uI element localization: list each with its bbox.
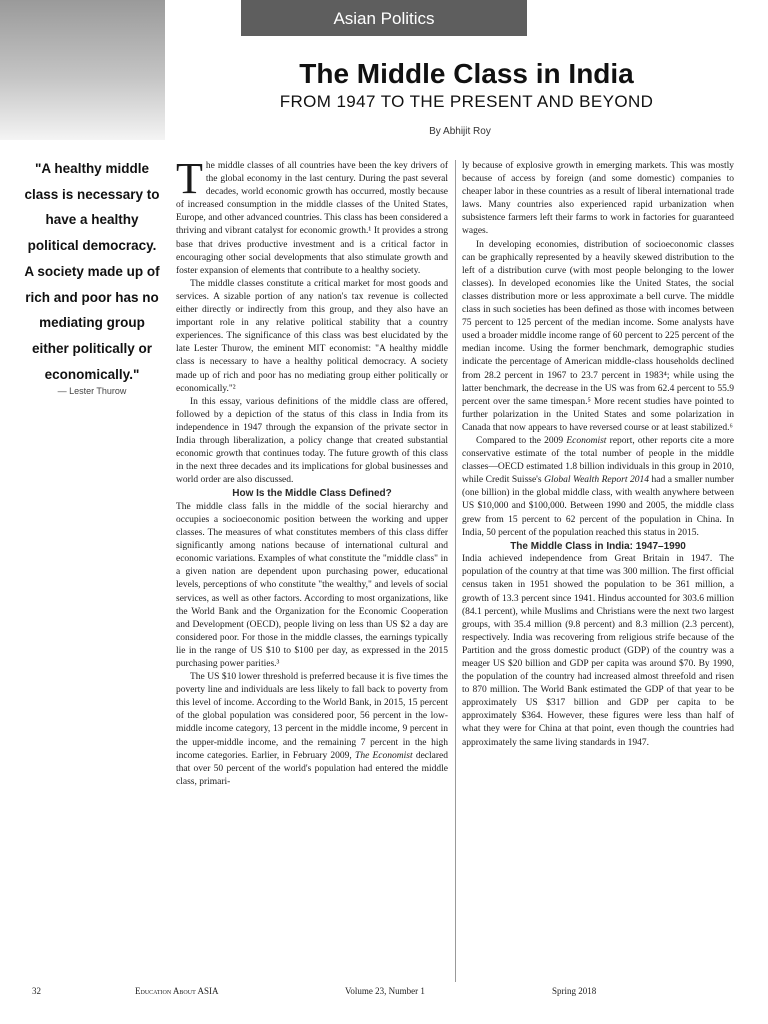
gray-gutter-band xyxy=(0,0,165,140)
paragraph xyxy=(176,671,448,789)
article-title: The Middle Class in India xyxy=(299,58,634,89)
paragraph: India achieved independence from Great Britain in 1947. The population of the country at that time was 300 million. The first official census taken in 1951 showed the population to be 361 million, a growth of 13.3 percent since 1941. Hindus accounted for 303.6 million (84.1 percent), while Muslims and Christians were the next two largest groups, with 35.4 million (9.8 percent) and 8.3 million (2.3 percent), respectively. India was recovering from religious strife because of the Partition and the gross domestic product (GDP) of the country was a meager US $20 billion and GDP per capita was around $70. By 1990, the population of the country had increased almost threefold and risen to 870 million. The World Bank estimated the GDP of that year to be approximately US $317 billion and GDP per capita to be approximately $364. However, these figures were less than half of what they were for China at that point, even though the countries had approximately the same living standards in 1947. xyxy=(462,554,734,748)
paragraph-text: had a smaller number (one billion) in the global middle class, with wealth anywhere between US $10,000 and $100,000. Between 1990 and 2005, the middle class grew from 15 percent to 62 percent of the population in China. In India, 50 percent of the population reached this status in 2015. xyxy=(462,475,735,538)
page-footer xyxy=(0,986,768,1000)
publication-title: The Economist xyxy=(355,750,413,761)
publication-title: Global Wealth Report 2014 xyxy=(544,475,649,486)
pull-quote: "A healthy middle class is necessary to have a healthy political democracy. A society made up of rich and poor has no mediating group either politically or economically." xyxy=(24,161,160,382)
section-heading: How Is the Middle Class Defined? xyxy=(232,488,392,500)
paragraph: The middle classes constitute a critical market for most goods and services. A sizable portion of any nation's tax revenue is collected either directly or indirectly from this group, and they also have an important role in any relative political stability that a country experiences. The significance of this class was best elucidated by the late Lester Thurow, the eminent MIT economist: "A healthy middle class is necessary to have a healthy political democracy. A society made up of rich and poor has no mediating group either politically or economically."² xyxy=(176,278,448,394)
section-tab: Asian Politics xyxy=(241,0,527,36)
paragraph: ly because of explosive growth in emerging markets. This was mostly because of access by foreign (and some domestic) companies to cheaper labor in these countries as a result of liberal international trade laws. Many countries also experienced rapid urbanization when subsistence farmers left their farms to work in factories for guaranteed wages. xyxy=(462,161,734,237)
pull-quote-attribution: — Lester Thurow xyxy=(57,386,127,396)
article-column-1 xyxy=(176,154,448,789)
section-heading: The Middle Class in India: 1947–1990 xyxy=(510,540,686,552)
page-number: 32 xyxy=(32,986,41,996)
drop-cap: T xyxy=(176,154,203,203)
paragraph: The middle class falls in the middle of the social hierarchy and occupies a socioeconomic position between the working and upper classes. The measures of what constitutes members of this class differ significantly among nations because of international cultural and economic variations. Examples of what constitute the "middle class" in a given nation are dependent upon purchasing power, educational levels, perceptions of who constitute "the wealthy," and levels of social services, as well as other factors. According to most organizations, like the World Bank and the Organization for the Economic Cooperation and Development (OECD), people living on less than US $2 a day are considered poor. For those in the middle classes, the earnings typically lie in the range of US $10 to $100 per day, as expressed in the 2015 purchasing power parities.³ xyxy=(176,501,448,669)
paragraph xyxy=(176,154,448,278)
paragraph-text: report, other reports cite a more conservative estimate of the total number of people in the middle classes—OECD estimated 1.8 billion individuals in this group in 2010, while Credit Suisse's xyxy=(462,435,735,486)
paragraph-text: The US $10 lower threshold is preferred because it is five times the poverty line and individuals are less likely to fall back to poverty from this level of income. According to the World Bank, in 2015, 15 percent of the global population was considered poor, 56 percent in the low-middle income category, 13 percent in the middle income, 9 percent in the upper-middle income, and the remaining 7 percent in the high income categories. Earlier, in February 2009, xyxy=(176,672,448,761)
article-subtitle: FROM 1947 TO THE PRESENT AND BEYOND xyxy=(279,92,654,111)
journal-name: Education About ASIA xyxy=(135,986,219,996)
paragraph: In this essay, various definitions of the middle class are offered, followed by a depiction of the status of this class in India from its independence in 1947 through the expansion of the private sector in India through liberalization, a policy change that created substantial economic growth that continues today. The future growth of this class in the next three decades and its implications for global businesses and world order are also discussed. xyxy=(176,396,448,486)
column-divider xyxy=(455,160,456,982)
article-column-2 xyxy=(462,160,734,750)
paragraph-text: declared that over 50 percent of the world's population had entered the middle class, primari- xyxy=(176,750,448,787)
issue-season: Spring 2018 xyxy=(552,986,597,996)
paragraph-text: he middle classes of all countries have been the key drivers of the global economy in the last century. During the past several decades, world economic growth has occurred, mostly because of increased consumption in the middle classes of the United States, Europe, and other advanced countries. This class has been considered a thriving and vibrant catalyst for economic growth.¹ It provides a strong base that drives productive investment and is a critical factor in encouraging other social developments that also stimulate growth and foster expansion of elements that contribute to a healthy society. xyxy=(176,161,448,276)
paragraph xyxy=(462,435,734,540)
publication-title: Economist xyxy=(566,435,607,446)
volume-info: Volume 23, Number 1 xyxy=(345,986,425,996)
byline: By Abhijit Roy xyxy=(429,126,491,137)
paragraph: In developing economies, distribution of socioeconomic classes can be graphically represented by a heavily skewed distribution to the left of a distribution curve (with most people belonging to the lower classes). In developed economies like the United States, the social classes distribution more or less approximate a bell curve. The middle class in such societies has been defined as those with incomes between 75 percent to 125 percent of the median income. Some analysts have used a broader middle income range of 60 percent to 225 percent of the median income. Using the former benchmark, demographic studies indicate the percentage of American middle-class households declined from 28.2 percent in 1967 to 23.7 percent in 1983⁴; while using the latter benchmark, the decrease in the US was from 62.4 percent to 55.9 percent over the same timespan.⁵ More recent studies have pointed to further polarization in the United States and some polarization in Canada that now appears to have reversed course or at least stabilized.⁶ xyxy=(462,239,734,433)
paragraph-text: Compared to the 2009 xyxy=(476,435,564,446)
